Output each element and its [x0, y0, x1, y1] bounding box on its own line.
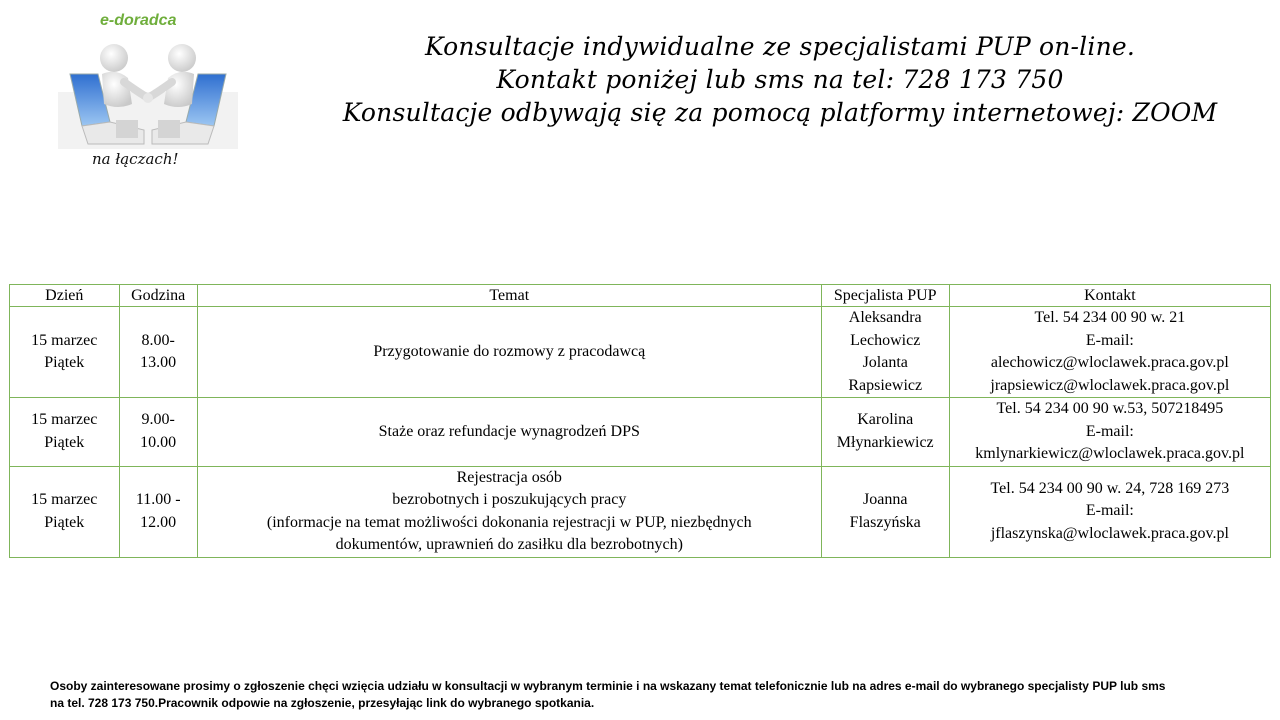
consultation-schedule-table — [9, 284, 1271, 558]
cell-line: Młynarkiewicz — [836, 433, 934, 451]
cell-line: Jolanta — [862, 354, 908, 371]
cell-line: Staże oraz refundacje wynagrodzeń DPS — [378, 422, 640, 440]
cell-topic — [197, 398, 821, 467]
cell-line: 15 marzec — [31, 411, 98, 429]
contact-email-link[interactable]: kmlynarkiewicz@wloclawek.praca.gov.pl — [975, 445, 1245, 462]
table-row — [10, 307, 1271, 398]
table-header-row — [10, 285, 1271, 307]
logo-brand: e-doradca — [100, 12, 177, 29]
cell-topic — [197, 466, 821, 557]
header-line-3: Konsultacje odbywają się za pomocą platformy internetowej: ZOOM — [342, 98, 1218, 127]
contact-email-link[interactable]: jrapsiewicz@wloclawek.praca.gov.pl — [990, 376, 1230, 394]
cell-line: 10.00 — [140, 433, 177, 451]
column-header-day: Dzień — [10, 285, 120, 307]
column-header-contact: Kontakt — [949, 285, 1270, 307]
cell-line: 12.00 — [140, 513, 177, 531]
contact-email-label: E-mail: — [1085, 331, 1134, 349]
cell-line: 15 marzec — [31, 331, 98, 349]
cell-line: Lechowicz — [850, 331, 921, 349]
contact-email-link[interactable]: jflaszynska@wloclawek.praca.gov.pl — [990, 524, 1229, 542]
cell-line: Karolina — [857, 411, 914, 429]
cell-hour — [119, 307, 197, 398]
e-doradca-logo — [58, 10, 238, 175]
contact-email-label: E-mail: — [1085, 422, 1134, 440]
footer-note — [50, 678, 1260, 712]
cell-line: Rejestracja osób — [456, 468, 562, 486]
cell-line: Piątek — [44, 513, 85, 531]
header-line-1: Konsultacje indywidualne ze specjalistami PUP on-line. — [424, 32, 1136, 61]
footer-line-1: Osoby zainteresowane prosimy o zgłoszenie chęci wzięcia udziału w konsultacji w wybranym terminie i na wskazany temat telefonicznie lub na adres e-mail do wybranego specjalisty PUP lub sms — [50, 679, 1166, 693]
cell-line: Rapsiewicz — [848, 376, 923, 394]
contact-email-label: E-mail: — [1085, 502, 1134, 520]
cell-line: 15 marzec — [31, 491, 98, 508]
contact-email-link[interactable]: alechowicz@wloclawek.praca.gov.pl — [990, 354, 1229, 371]
page-header — [280, 30, 1280, 129]
column-header-specialist: Specjalista PUP — [821, 285, 949, 307]
cell-specialist — [821, 466, 949, 557]
footer-line-2: na tel. 728 173 750.Pracownik odpowie na zgłoszenie, przesyłając link do wybranego spotkania. — [50, 696, 595, 710]
cell-line: 9.00- — [141, 411, 175, 429]
table-row — [10, 398, 1271, 467]
cell-line: (informacje na temat możliwości dokonania rejestracji w PUP, niezbędnych — [266, 513, 752, 531]
cell-contact — [949, 307, 1270, 398]
logo-tagline: na łączach! — [92, 150, 179, 168]
cell-specialist — [821, 398, 949, 467]
cell-line: Piątek — [44, 433, 85, 451]
cell-line: Przygotowanie do rozmowy z pracodawcą — [373, 342, 646, 360]
cell-line: Aleksandra — [848, 309, 922, 326]
contact-phone: Tel. 54 234 00 90 w. 21 — [1034, 309, 1186, 326]
cell-contact — [949, 466, 1270, 557]
cell-hour — [119, 466, 197, 557]
header-line-2: Kontakt poniżej lub sms na tel: 728 173 750 — [496, 65, 1064, 94]
cell-line: bezrobotnych i poszukujących pracy — [392, 491, 627, 508]
cell-contact — [949, 398, 1270, 467]
handshake-laptops-icon — [58, 34, 238, 149]
cell-line: Flaszyńska — [849, 513, 921, 531]
cell-line: 13.00 — [140, 354, 177, 371]
cell-specialist — [821, 307, 949, 398]
column-header-hour: Godzina — [119, 285, 197, 307]
table-row — [10, 466, 1271, 557]
contact-phone: Tel. 54 234 00 90 w. 24, 728 169 273 — [990, 479, 1230, 497]
cell-day — [10, 307, 120, 398]
cell-line: dokumentów, uprawnień do zasiłku dla bezrobotnych) — [335, 536, 683, 553]
cell-line: 11.00 - — [135, 491, 181, 508]
contact-phone: Tel. 54 234 00 90 w.53, 507218495 — [996, 400, 1224, 417]
cell-day — [10, 466, 120, 557]
column-header-topic: Temat — [197, 285, 821, 307]
cell-line: Piątek — [44, 354, 85, 371]
cell-line: Joanna — [863, 491, 908, 508]
cell-hour — [119, 398, 197, 467]
cell-day — [10, 398, 120, 467]
cell-topic — [197, 307, 821, 398]
cell-line: 8.00- — [141, 331, 175, 349]
